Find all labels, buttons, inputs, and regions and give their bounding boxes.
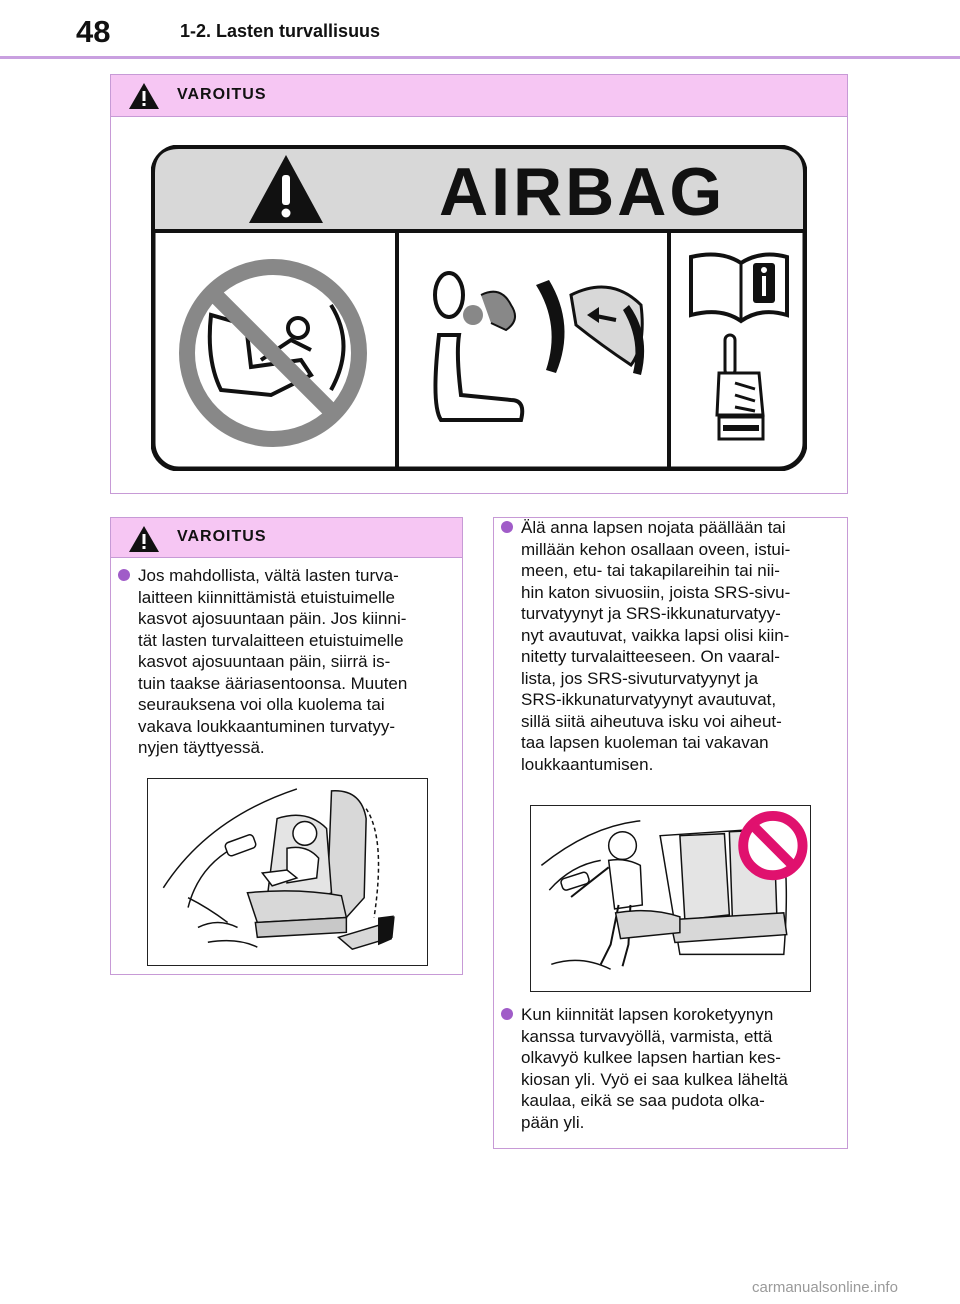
bullet-dot-icon <box>501 1008 513 1020</box>
warning-bullet-front-seat: Jos mahdollista, vältä lasten turva- laitteen kiinnittämistä etuistuimelle kasvot ajosuuntaan päin. Jos kiinni- tät lasten turvalaitteen etuistuimelle kasvot ajosuuntaan päin, siirrä is- tuin taakse ääriasentoonsa. Muuten seurauksena voi olla kuolema tai vakava loukkaantuminen turvatyy- nyjen täyttyessä. <box>138 565 458 759</box>
prohibited-sign-icon <box>743 816 802 875</box>
warning-bullet-booster-belt: Kun kiinnität lapsen koroketyynyn kanssa turvavyöllä, varmista, että olkavyö kulkee lapsen hartian kes- kiosan yli. Vyö ei saa kulkea läheltä kaulaa, eikä se saa pudota olka- pään yli. <box>521 1004 846 1133</box>
site-watermark: carmanualsonline.info <box>752 1279 898 1296</box>
airbag-word: AIRBAG <box>439 154 726 230</box>
bullet-dot-icon <box>118 569 130 581</box>
child-leaning-on-door-illustration <box>530 805 811 992</box>
page-number: 48 <box>76 14 111 49</box>
read-manual-icon <box>691 255 787 321</box>
airbag-warning-label-illustration <box>151 145 807 471</box>
bullet-dot-icon <box>501 521 513 533</box>
warning-box-front-seat <box>110 517 463 975</box>
warning-triangle-icon <box>127 524 161 554</box>
warning-label: VAROITUS <box>177 528 267 545</box>
warning-box-airbag <box>110 74 848 494</box>
page-header <box>0 0 960 58</box>
warning-header <box>111 75 847 117</box>
warning-bullet-side-airbags: Älä anna lapsen nojata päällään tai millään kehon osallaan oveen, istui- meen, etu- tai takapilareihin tai nii- hin katon sivuosiin, joista SRS-sivu- turvatyynyt ja SRS-ikkunaturvatyy- nyt avautuvat, vaikka lapsi olisi kiin- nitetty turvalaitteeseen. On vaaral- lista, jos SRS-sivuturvatyynyt ja SRS-ikkunaturvatyynyt avautuvat, sillä siitä aiheutuva isku voi aiheut- taa lapsen kuoleman tai vakavan loukkaantumisen. <box>521 517 846 775</box>
warning-triangle-icon <box>127 81 161 111</box>
child-seat-moved-back-illustration <box>147 778 428 966</box>
warning-header <box>111 518 462 558</box>
warning-label: VAROITUS <box>177 86 267 103</box>
header-rule <box>0 56 960 59</box>
warning-box-side-airbags <box>493 517 848 1149</box>
section-title: 1-2. Lasten turvallisuus <box>180 21 381 41</box>
